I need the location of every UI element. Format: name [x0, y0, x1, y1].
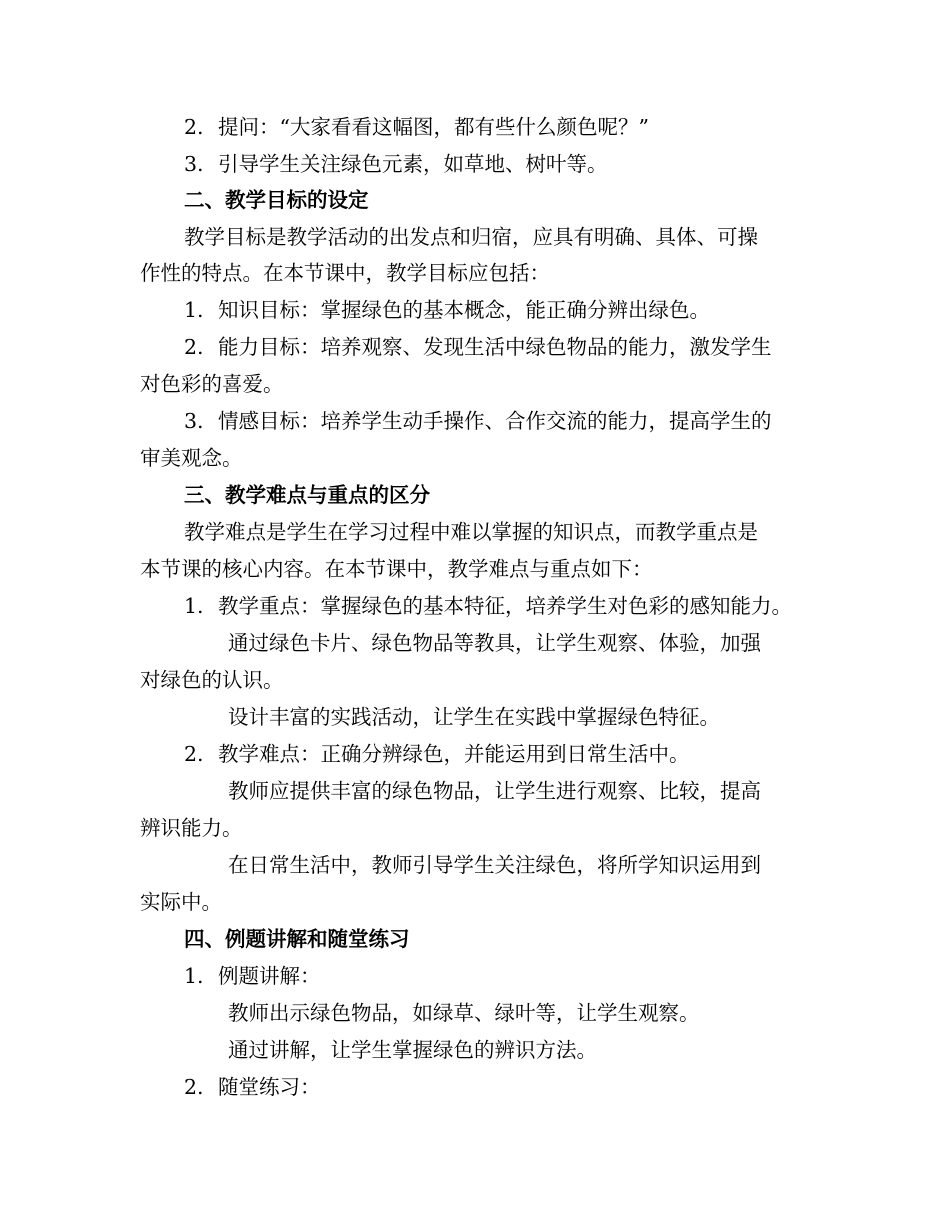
paragraph-line: 教师应提供丰富的绿色物品，让学生进行观察、比较，提高 [228, 779, 761, 803]
item-number: 2. [184, 115, 204, 139]
item-number: 2. [184, 1075, 204, 1099]
list-item [184, 593, 792, 619]
paragraph-line: 教学目标是教学活动的出发点和归宿，应具有明确、具体、可操 [184, 225, 758, 249]
item-number: 1. [184, 594, 204, 618]
paragraph-line: 实际中。 [140, 890, 222, 914]
item-number: 1. [184, 964, 204, 988]
list-item [184, 963, 321, 989]
item-text: 提问：“大家看看这幅图，都有些什么颜色呢？” [218, 115, 649, 139]
section-heading: 二、教学目标的设定 [184, 188, 369, 212]
list-item [184, 114, 649, 140]
section-heading: 三、教学难点与重点的区分 [184, 483, 430, 507]
paragraph-line: 辨识能力。 [140, 816, 243, 840]
paragraph-line: 在日常生活中，教师引导学生关注绿色，将所学知识运用到 [228, 853, 761, 877]
paragraph-line: 教学难点是学生在学习过程中难以掌握的知识点，而教学重点是 [184, 520, 758, 544]
item-text: 引导学生关注绿色元素，如草地、树叶等。 [218, 152, 608, 176]
paragraph-line: 通过绿色卡片、绿色物品等教具，让学生观察、体验，加强 [228, 631, 761, 655]
paragraph-line: 教师出示绿色物品，如绿草、绿叶等，让学生观察。 [228, 1001, 700, 1025]
item-text: 随堂练习： [218, 1075, 321, 1099]
paragraph-line: 设计丰富的实践活动，让学生在实践中掌握绿色特征。 [228, 705, 720, 729]
item-text: 知识目标：掌握绿色的基本概念，能正确分辨出绿色。 [218, 298, 710, 322]
list-item [184, 741, 690, 767]
item-text: 能力目标：培养观察、发现生活中绿色物品的能力，激发学生 [218, 335, 772, 359]
item-text: 教学重点：掌握绿色的基本特征，培养学生对色彩的感知能力。 [218, 594, 792, 618]
item-text: 情感目标：培养学生动手操作、合作交流的能力，提高学生的 [218, 409, 772, 433]
list-item [184, 334, 772, 360]
item-number: 1. [184, 298, 204, 322]
item-text: 教学难点：正确分辨绿色，并能运用到日常生活中。 [218, 742, 690, 766]
paragraph-line: 审美观念。 [140, 446, 243, 470]
paragraph-line: 通过讲解，让学生掌握绿色的辨识方法。 [228, 1038, 597, 1062]
list-item [184, 151, 608, 177]
list-item [184, 1074, 321, 1100]
item-number: 2. [184, 335, 204, 359]
item-text: 例题讲解： [218, 964, 321, 988]
paragraph-line: 对色彩的喜爱。 [140, 372, 284, 396]
list-item [184, 408, 772, 434]
paragraph-line: 作性的特点。在本节课中，教学目标应包括： [140, 261, 550, 285]
paragraph-line: 本节课的核心内容。在本节课中，教学难点与重点如下： [140, 557, 653, 581]
paragraph-line: 对绿色的认识。 [140, 668, 284, 692]
section-heading: 四、例题讲解和随堂练习 [184, 927, 410, 951]
list-item [184, 297, 710, 323]
item-number: 3. [184, 152, 204, 176]
item-number: 3. [184, 409, 204, 433]
item-number: 2. [184, 742, 204, 766]
